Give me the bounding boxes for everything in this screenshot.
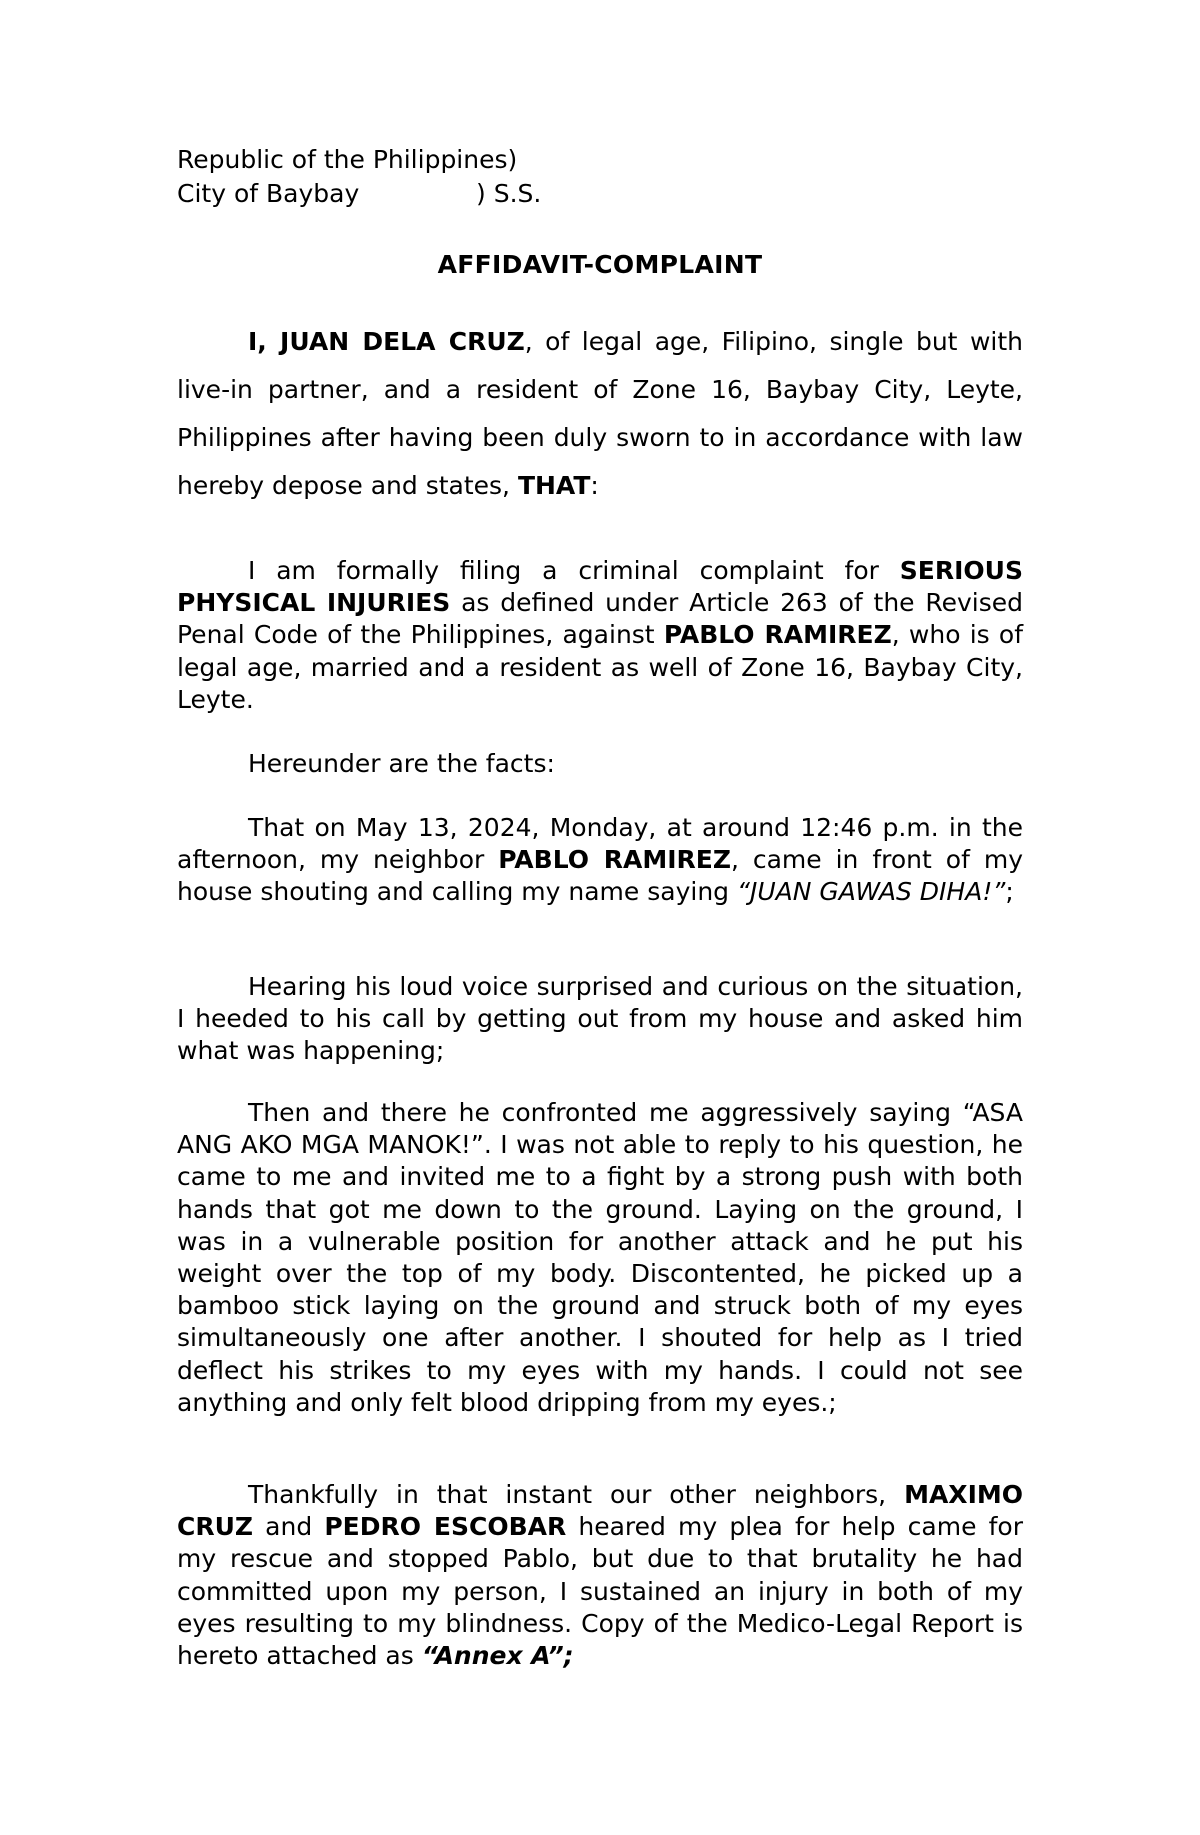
- intro-paragraph: I, JUAN DELA CRUZ, of legal age, Filipino, single but with live-in partner, and a resident of Zone 16, Baybay City, Leyte, Philippines after having been duly sworn to in accordance with law hereby depose and states, THAT:: [177, 327, 1023, 500]
- response-paragraph: Hearing his loud voice surprised and curious on the situation, I heeded to his call by getting out from my house and asked him what was happening;: [177, 972, 1023, 1066]
- venue-country: Republic of the Philippines): [177, 145, 518, 174]
- assault-paragraph: Then and there he confronted me aggressively saying “ASA ANG AKO MGA MANOK!”. I was not able to reply to his question, he came to me and invited me to a fight by a strong push with both hands that got me down to the ground. Laying on the ground, I was in a vulnerable position for another attack and he put his weight over the top of my body. Discontented, he picked up a bamboo stick laying on the ground and struck both of my eyes simultaneously one after another. I shouted for help as I tried deflect his strikes to my eyes with my hands. I could not see anything and only felt blood dripping from my eyes.;: [177, 1098, 1023, 1417]
- document-title: AFFIDAVIT-COMPLAINT: [437, 250, 763, 279]
- affiant-name: I, JUAN DELA CRUZ: [248, 327, 525, 356]
- rescue-paragraph: Thankfully in that instant our other neighbors, MAXIMO CRUZ and PEDRO ESCOBAR heared my plea for help came for my rescue and stopped Pablo, but due to that brutality he had committed upon my person, I sustained an injury in both of my eyes resulting to my blindness. Copy of the Medico-Legal Report is hereto attached as “Annex A”;: [177, 1480, 1023, 1671]
- charge-name: SERIOUS PHYSICAL INJURIES: [177, 556, 1023, 618]
- complaint-paragraph: I am formally filing a criminal complaint for SERIOUS PHYSICAL INJURIES as defined under Article 263 of the Revised Penal Code of the Philippines, against PABLO RAMIREZ, who is of legal age, married and a resident as well of Zone 16, Baybay City, Leyte.: [177, 556, 1023, 714]
- annex-reference: “Annex A”;: [421, 1641, 574, 1671]
- venue-city-line: [177, 177, 542, 211]
- venue-ss: ) S.S.: [476, 179, 542, 208]
- witness-name: PEDRO ESCOBAR: [324, 1512, 567, 1542]
- respondent-name: PABLO RAMIREZ: [498, 845, 731, 875]
- that-keyword: THAT: [517, 471, 591, 500]
- venue-city: City of Baybay: [177, 179, 360, 208]
- facts-heading-paragraph: Hereunder are the facts:: [248, 749, 555, 778]
- venue-block: [177, 143, 542, 211]
- quoted-shout: “JUAN GAWAS DIHA!”: [737, 877, 1006, 907]
- respondent-name: PABLO RAMIREZ: [663, 620, 892, 650]
- witness-name: MAXIMO CRUZ: [177, 1480, 1023, 1542]
- incident-paragraph: That on May 13, 2024, Monday, at around 12:46 p.m. in the afternoon, my neighbor PABLO RAMIREZ, came in front of my house shouting and calling my name saying “JUAN GAWAS DIHA!”;: [177, 813, 1023, 907]
